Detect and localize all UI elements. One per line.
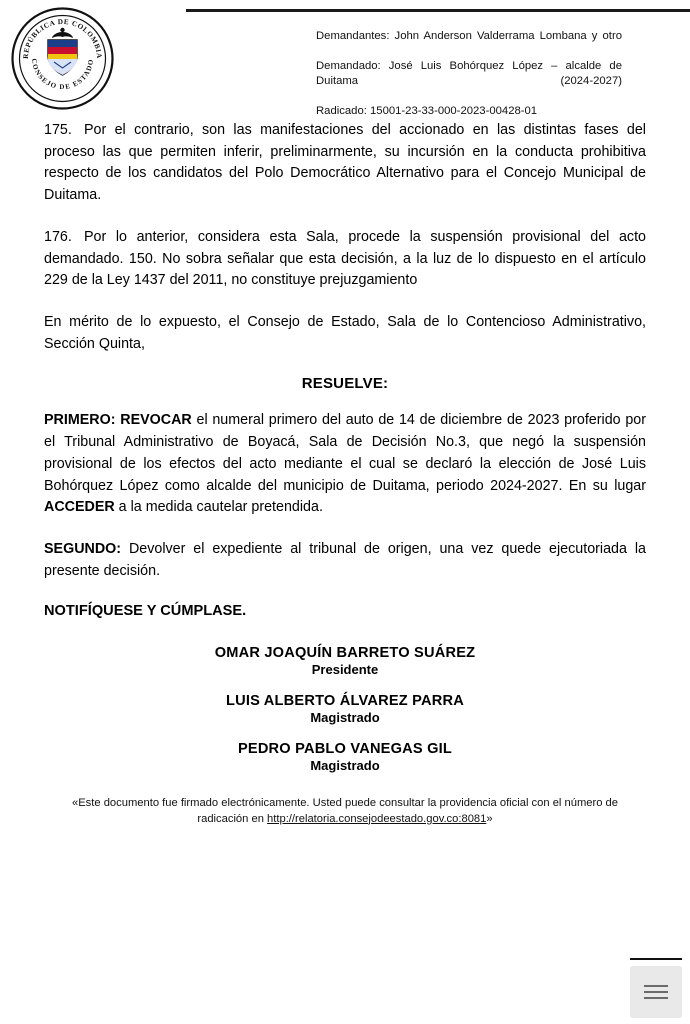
first-item-text-2: a la medida cautelar pretendida.: [114, 499, 323, 516]
header-line-demandado: Demandado: José Luis Bohórquez López – alcalde de Duitama (2024-2027): [316, 59, 622, 87]
case-header-block: [316, 29, 622, 118]
resolution-item-second: [44, 539, 646, 582]
footnote-text-after: »: [486, 812, 493, 825]
footnote-text-before: «Este documento fue firmado electrónicamente. Usted puede consultar la providencia oficial con el número de radicación en: [71, 796, 618, 825]
first-item-verb-2: ACCEDER: [44, 499, 115, 516]
signature-2: [44, 693, 646, 725]
signature-3-name: PEDRO PABLO VANEGAS GIL: [237, 740, 453, 757]
paragraph-176-number: 176.: [44, 228, 72, 245]
resolution-item-first: [44, 410, 646, 519]
signature-1: [44, 645, 646, 677]
signature-1-name: OMAR JOAQUÍN BARRETO SUÁREZ: [214, 644, 476, 661]
second-item-text: Devolver el expediente al tribunal de origen, una vez quede ejecutoriada la presente decisión.: [44, 541, 646, 579]
second-item-label: SEGUNDO:: [44, 541, 122, 558]
svg-text:REPÚBLICA DE COLOMBIA: REPÚBLICA DE COLOMBIA: [21, 17, 104, 60]
signature-2-name: LUIS ALBERTO ÁLVAREZ PARRA: [226, 692, 464, 709]
document-header: [0, 0, 690, 120]
electronic-signature-footnote: [65, 795, 625, 827]
menu-lines-icon: [644, 984, 668, 1000]
first-item-verb: REVOCAR: [120, 412, 192, 429]
resolves-heading: RESUELVE:: [301, 375, 389, 393]
paragraph-176-text: Por lo anterior, considera esta Sala, procede la suspensión provisional del acto demandado. 150. No sobra señalar que esta decisión, a la luz de lo dispuesto en el artículo 229 de la Ley 1437 del 2011, no constituye prejuzgamiento: [44, 228, 646, 289]
coat-of-arms-seal-icon: [10, 6, 115, 111]
signature-1-role: Presidente: [311, 661, 379, 677]
signature-3-role: Magistrado: [310, 757, 380, 773]
header-line-demandantes: Demandantes: John Anderson Valderrama Lombana y otro: [316, 30, 622, 42]
paragraph-176: [44, 227, 646, 292]
first-item-text-1: el numeral primero del auto de 14 de diciembre de 2023 proferido por el Tribunal Administrativo de Boyacá, Sala de Decisión No.3, que negó la suspensión provisional de los efectos del acto mediante el cual se declaró la elección de José Luis Bohórquez López como alcalde del municipio de Duitama, periodo 2024-2027. En su lugar: [44, 412, 646, 494]
paragraph-175-number: 175.: [44, 122, 72, 138]
signature-2-role: Magistrado: [310, 709, 380, 725]
notify-line: NOTIFÍQUESE Y CÚMPLASE.: [44, 602, 247, 619]
svg-text:CONSEJO DE ESTADO: CONSEJO DE ESTADO: [29, 58, 96, 91]
document-body: [0, 120, 690, 827]
paragraph-175: [44, 120, 646, 207]
merit-paragraph: En mérito de lo expuesto, el Consejo de Estado, Sala de lo Contencioso Administrativo, Sección Quinta,: [44, 314, 646, 352]
menu-button[interactable]: [630, 966, 682, 1018]
first-item-label: PRIMERO:: [44, 412, 116, 429]
signature-block: [44, 645, 646, 773]
header-line-radicado: Radicado: 15001-23-33-000-2023-00428-01: [316, 104, 538, 117]
widget-divider: [630, 958, 682, 960]
signature-3: [44, 741, 646, 773]
paragraph-175-text: Por el contrario, son las manifestaciones del accionado en las distintas fases del proceso las que permiten inferir, preliminarmente, su incursión en la conducta prohibitiva respecto de los candidatos del Polo Democrático Alternativo para el Concejo Municipal de Duitama.: [44, 122, 646, 204]
relatoria-link[interactable]: http://relatoria.consejodeestado.gov.co:8081: [267, 812, 487, 825]
